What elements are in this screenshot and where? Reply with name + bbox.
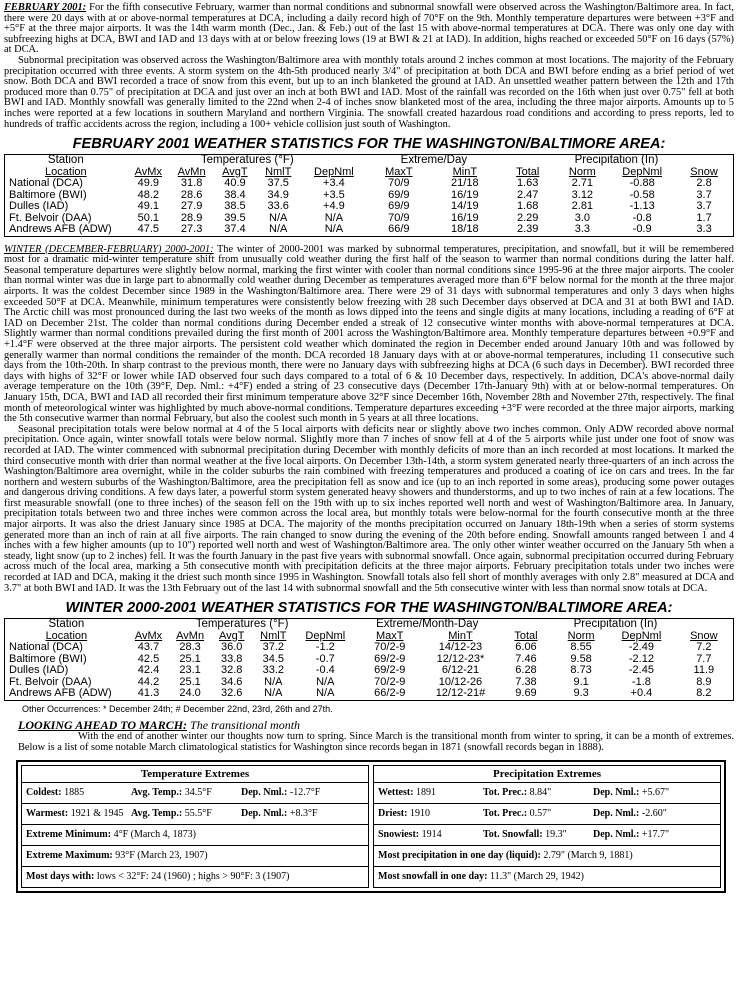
col-header: DepNml [622,165,663,178]
table-cell: N/A [264,675,283,688]
group-station: Station [48,618,85,631]
station-name: Dulles (IAD) [9,664,69,677]
col-header: Total [516,165,540,178]
group-extreme: Extreme/Month-Day [376,618,479,631]
table-cell: 70/2-9 [374,641,406,654]
table-cell: +3.5 [323,188,345,201]
table-cell: 27.9 [180,200,203,213]
col-header: DepNml [305,629,346,642]
table-cell: 33.2 [262,664,284,677]
looking-ahead-lead: LOOKING AHEAD TO MARCH: [18,717,188,732]
table-row [5,642,733,654]
table-cell: 8.9 [696,675,712,688]
table-cell: 3.0 [574,211,590,224]
col-header: DepNml [621,629,662,642]
other-occurrences: Other Occurrences: * December 24th; # December 22nd, 23rd, 26th and 27th. [22,703,333,714]
table-cell: -1.13 [629,200,655,213]
station-name: Andrews AFB (ADW) [9,223,112,236]
col-header: AvMn [176,629,205,642]
table-header-row [5,631,733,643]
table-cell: 39.5 [224,211,246,224]
table-cell: 16/19 [451,211,479,224]
table-cell: 28.3 [179,641,201,654]
col-header: MinT [448,629,473,642]
table-row [5,665,733,677]
station-name: Andrews AFB (ADW) [9,687,112,700]
extreme-row [374,783,720,804]
extreme-item: Driest: 1910 [378,807,430,819]
extreme-item: Avg. Temp.: 55.5°F [131,807,212,819]
table-cell: 6.28 [515,664,537,677]
group-temperatures: Temperatures (°F) [200,154,294,167]
table-cell: 37.2 [262,641,284,654]
extreme-item: Coldest: 1885 [26,786,85,798]
table-cell: 70/9 [388,177,410,190]
table-cell: 38.4 [224,188,246,201]
col-header: Total [514,629,538,642]
table-cell: N/A [324,211,344,224]
table-cell: 1.68 [517,200,539,213]
table-cell: 44.2 [137,675,160,688]
table-cell: 12/12-21# [435,687,486,700]
table-cell: 34.6 [220,675,243,688]
table-cell: 16/19 [451,188,479,201]
group-temperatures: Temperatures (°F) [195,618,289,631]
extreme-item: Extreme Maximum: 93°F (March 23, 1907) [26,849,208,861]
table-cell: 9.1 [573,675,589,688]
extreme-item: Most snowfall in one day: 11.3" (March 29, 1942) [378,870,584,882]
table-cell: 42.4 [137,664,160,677]
table-cell: 1.63 [517,177,539,190]
table-cell: 2.71 [571,177,594,190]
table-row [5,190,733,202]
extreme-row [374,846,720,867]
table-cell: 3.3 [696,223,712,236]
precipitation-extremes-title: Precipitation Extremes [374,766,720,783]
table-cell: N/A [316,687,335,700]
group-precipitation: Precipitation (In) [573,618,658,631]
extreme-item: Tot. Snowfall: 19.3" [483,828,567,840]
table-cell: 32.8 [220,664,243,677]
table-cell: 8.73 [570,664,592,677]
col-header: MaxT [376,629,404,642]
february-lead: FEBRUARY 2001: [4,2,87,13]
station-name: National (DCA) [9,177,83,190]
table-cell: -0.88 [629,177,655,190]
table-cell: +4.9 [323,200,345,213]
col-header: Snow [690,629,718,642]
table-cell: 47.5 [137,223,160,236]
table-cell: 28.9 [180,211,203,224]
col-header: Snow [690,165,718,178]
table-cell: 2.39 [517,223,539,236]
extreme-item: Dep. Nml.: +8.3°F [241,807,318,819]
col-header: DepNml [314,165,354,178]
table-cell: -0.4 [315,664,335,677]
table-cell: 21/18 [451,177,479,190]
extreme-item: Dep. Nml.: -12.7°F [241,786,321,798]
table-cell: 9.58 [570,652,592,665]
table-cell: 42.5 [137,652,160,665]
col-header: Norm [567,629,595,642]
table-cell: 3.7 [696,188,712,201]
group-station: Station [47,154,84,167]
extreme-row [22,825,368,846]
extreme-item: Snowiest: 1914 [378,828,442,840]
table-cell: -0.8 [632,211,652,224]
extreme-row [22,804,368,825]
table-cell: N/A [264,687,283,700]
temperature-extremes-rows [22,783,368,887]
col-header: AvMx [134,629,163,642]
table-cell: 33.8 [220,652,243,665]
table-cell: -2.45 [628,664,654,677]
table-cell: 18/18 [451,223,479,236]
winter-stats-box [4,618,734,701]
table-cell: 2.81 [571,200,594,213]
february-table-heading: FEBRUARY 2001 WEATHER STATISTICS FOR THE WASHINGTON/BALTIMORE AREA: [72,136,666,153]
table-cell: N/A [269,211,288,224]
extreme-row [22,867,368,887]
table-cell: 6/12-21 [441,664,480,677]
group-extreme: Extreme/Day [400,154,468,167]
precipitation-extremes-box [373,765,721,888]
station-name: Baltimore (BWI) [9,652,87,665]
col-header: NmlT [265,165,292,178]
winter-paragraph-1: The winter of 2000-2001 was marked by subnormal temperatures, precipitation, and snowfall, but it will be remembered most for a dramatic mid-winter temperature shift from unusually cold weather during the first half of the season to warmer than normal conditions during the latter half. Seasonal temperature departures were slightly below normal, marking the first winter with cooler than normal conditions since 1995-96 at the three major airports. The cooler than normal winter was due in large part to abnormally cold weather during December as temperatures averaged more than 6°F below normal for the month at the three major airports. It was the coldest December since 1989 in the Washington/Baltimore area. There were 29 of 31 days with subnormal temperatures and only 3 days when highs exceeded 50°F at DCA. Meanwhile, minimum temperatures were consistently below freezing with 28 such December days observed at DCA and 31 at both BWI and IAD. The Arctic chill was most pronounced during the last two weeks of the month as lows dipped into the teens and single digits at many locations, including a reading of 6°F at IAD on December 21st. The colder than normal conditions during December ended a streak of 12 consecutive winter months with above-normal temperatures at DCA. Slightly warmer than normal conditions prevailed during the first month of 2001 across the Washington/Baltimore area. Monthly temperature departures between +0.9°F and +1.4°F were observed at the three major airports. The persistent cold weather which dominated the region in December ended around January 10th and was followed by generally warmer than normal conditions the remainder of the month. DCA recorded 18 January days with at or above-normal temperatures, including 11 consecutive such days from the 10th-20th. In sharp contrast to the previous month, there were no January days with subfreezing highs at DCA (6 such days in December). BWI recorded three days with highs of 32°F or lower while IAD observed four such days compared to a total of 6 & 10 December days, respectively. In addition, DCA's above-normal daily average temperature on the 10th (39°F, Dep. Nml.: +4°F) ended a string of 23 consecutive days (December 17th-January 9th) with at or below-normal temperatures. On January 15th, DCA, BWI and IAD all recorded their first minimum temperature above 32°F since December 16th, November 28th and November 27th, respectively. The final month of meteorological winter was highlighted by much above-normal conditions. Temperature departures exceeding +3°F were recorded at the three major airports, marking the 5th consecutive warmer than normal February, but also the coolest such month in 5 years at all three locations. [4,243,734,425]
table-cell: -0.58 [629,188,655,201]
extreme-item: Tot. Prec.: 0.57" [483,807,552,819]
table-cell: 34.9 [267,188,289,201]
table-cell: N/A [324,223,344,236]
group-precipitation: Precipitation (In) [574,154,659,167]
winter-table-heading: WINTER 2000-2001 WEATHER STATISTICS FOR THE WASHINGTON/BALTIMORE AREA: [65,600,673,617]
temperature-extremes-title: Temperature Extremes [22,766,368,783]
table-cell: 69/2-9 [374,652,406,665]
table-cell: 2.8 [696,177,712,190]
table-cell: -1.2 [315,641,335,654]
winter-summary [4,245,734,595]
extreme-item: Dep. Nml.: -2.60" [593,807,667,819]
station-name: Ft. Belvoir (DAA) [9,675,92,688]
table-cell: 50.1 [137,211,160,224]
table-cell: 9.3 [573,687,589,700]
col-header: Location [45,165,87,178]
table-cell: -2.49 [628,641,654,654]
table-cell: 11.9 [693,664,715,677]
extreme-item: Extreme Minimum: 4°F (March 4, 1873) [26,828,196,840]
extreme-item: Most precipitation in one day (liquid): 2.79" (March 9, 1881) [378,849,633,861]
table-cell: 49.9 [137,177,160,190]
col-header: AvgT [222,165,248,178]
table-cell: 9.69 [515,687,537,700]
table-cell: N/A [269,223,288,236]
table-cell: 7.38 [515,675,537,688]
temperature-extremes-box [21,765,369,888]
table-row [5,213,733,225]
col-header: AvMn [177,165,206,178]
table-cell: 33.6 [267,200,289,213]
extreme-item: Dep. Nml.: +5.67" [593,786,670,798]
table-row [5,654,733,666]
extreme-item: Avg. Temp.: 34.5°F [131,786,212,798]
february-table-body [5,178,733,236]
looking-ahead-subtitle: The transitional month [187,717,301,732]
extreme-item: Most days with: lows < 32°F: 24 (1960) ; highs > 90°F: 3 (1907) [26,870,290,882]
winter-table-body [5,642,733,700]
extreme-item: Warmest: 1921 & 1945 [26,807,124,819]
table-cell: 2.29 [517,211,539,224]
table-cell: 25.1 [179,675,201,688]
table-cell: 69/9 [388,200,410,213]
extreme-item: Wettest: 1891 [378,786,437,798]
table-cell: 6.06 [515,641,537,654]
col-header: MaxT [385,165,413,178]
table-cell: +3.4 [323,177,345,190]
table-cell: 40.9 [224,177,246,190]
table-cell: 2.47 [517,188,539,201]
extreme-item: Tot. Prec.: 8.84" [483,786,552,798]
table-cell: 37.4 [224,223,246,236]
station-name: Dulles (IAD) [9,200,69,213]
extreme-row [374,825,720,846]
table-cell: 66/2-9 [374,687,406,700]
table-cell: 70/2-9 [374,675,406,688]
extreme-row [374,804,720,825]
table-cell: 8.2 [696,687,712,700]
col-header: NmlT [260,629,287,642]
table-cell: 66/9 [388,223,410,236]
extremes-container [16,760,726,893]
table-row [5,178,733,190]
february-stats-table [5,155,733,236]
extreme-row [374,867,720,887]
col-header: AvMx [134,165,162,178]
table-row [5,224,733,236]
winter-paragraph-2: Seasonal precipitation totals were below normal at 4 of the 5 local airports with deficits near or slightly above two inches common. Only ADW recorded above normal precipitation. Once again, winter snowfall totals were below normal. Slightly more than 7 inches of snow fell at 4 of the 5 airports while just under one foot of snow was recorded at IAD. The winter commenced with subnormal precipitation during December with monthly deficits of more than an inch recorded at most locations. It marked the third consecutive month with drier than normal weather at the five local airports. On December 13th-14th, a storm system generated nearly three-quarters of an inch across the Washington/Baltimore area overnight, while in the colder suburbs the rain combined with freezing temperatures and produced a coating of ice on cars and trees. In the far northern and western suburbs of the Washington/Baltimore, area the precipitation fell as snow and ice (up to an inch reported in some areas), producing some power outages and dangerous driving conditions. A few days later, a powerful storm system generated heavy showers and thunderstorms, and up to two inches of rain at a few locations. The first measurable snowfall (one to three inches) of the season fell on the 19th with up to six inches reported well north and west of Washington/Baltimore area. In January, precipitation totals between two and three inches were common across the local area, but monthly totals were below-normal for the fourth consecutive month at the three major airports. It was also the driest January since 1985 at DCA. The majority of the months precipitation occurred on January 18th-19th when a series of storm systems generated more than an inch of rain at all five airports. The rain changed to snow during the evening of the 20th before ending. Snowfall amounts ranged between 1 and 4 inches with a few higher amounts (up to 10") reported well north and west of Washington/Baltimore area. The only other winter weather occurred on the January 5th when a steady, light snow (up to 2 inches) fell. It was the fourth January in the past five years with subnormal snowfall. Once again, subnormal precipitation occurred during February across much of the local area, marking a 5th consecutive month with precipitation deficits at the three major airports. February precipitation totals under two inches were recorded at IAD and DCA, making it the driest such month since 1995 in Washington. Snowfall totals also fell short of monthly averages with only 2.8" measured at DCA and 3.7" at both BWI and IAD. It was the 13th February out of the last 14 with subnormal snowfall and the 5th consecutive winter with less than normal snow totals at DCA. [4,423,734,594]
table-cell: 49.1 [137,200,160,213]
table-cell: -0.7 [315,652,335,665]
table-cell: 14/19 [451,200,479,213]
table-cell: 70/9 [388,211,410,224]
table-cell: N/A [316,675,335,688]
february-summary [4,3,734,130]
table-cell: -2.12 [628,652,654,665]
table-cell: 14/12-23 [438,641,483,654]
table-cell: 23.1 [179,664,201,677]
station-name: Ft. Belvoir (DAA) [9,211,92,224]
table-cell: 41.3 [137,687,160,700]
table-cell: 32.6 [220,687,243,700]
table-cell: 48.2 [137,188,160,201]
table-cell: 1.7 [696,211,712,224]
february-paragraph-1: For the fifth consecutive February, warmer than normal conditions and subnormal snowfall were observed across the Washington/Baltimore area. In fact, there were 20 days with at or above-normal temperatures at DCA, including a daily record high of 70°F on the 9th. Monthly temperature departures were between +3°F and +5°F at the three major airports. It was the 14th warm month (Dec., Jan. & Feb.) out of the last 15 with above-normal temperatures at DCA. There was only one day with subfreezing highs at DCA, BWI and IAD and 13 days with at or below freezing lows (19 at BWI & 21 at IAD). In addition, highs reached or exceeded 50°F on 16 days (57%) at DCA. [4,2,734,56]
table-cell: 3.7 [696,200,712,213]
col-header: Location [45,629,88,642]
table-cell: 43.7 [137,641,160,654]
table-cell: 7.46 [515,652,537,665]
table-cell: 31.8 [180,177,203,190]
extreme-row [22,783,368,804]
table-row [5,688,733,700]
station-name: National (DCA) [9,641,83,654]
table-cell: +0.4 [630,687,653,700]
february-paragraph-2: Subnormal precipitation was observed across the Washington/Baltimore area with monthly totals around 2 inches common at most locations. The majority of the February precipitation occurred with three events. A storm system on the 4th-5th produced nearly 3/4" of precipitation at both DCA and BWI before ending as a brief period of wet snow. Both DCA and BWI recorded a trace of snow from this event, but up to an inch blanketed the ground at IAD. An unsettled weather pattern between the 12th and 17th produced more than 0.75" of precipitation at DCA and just over an inch at both BWI and IAD. Most of the rainfall was recorded on the 16th when just over 0.75" fell at both BWI and IAD. Monthly snowfall was generally limited to the 22nd when 2-4 of inches snow blanketed most of the area, including the three major airports. Amounts up to 5 inches were reported at a few locations in southern Maryland and northern Virginia. The snowfall created hazardous road conditions and according to press reports, led to hundreds of traffic accidents across the region, including a 100+ vehicle collision just south of Washington. [4,54,734,130]
table-cell: 3.3 [574,223,590,236]
table-cell: 38.5 [224,200,246,213]
precipitation-extremes-rows [374,783,720,887]
table-cell: -1.8 [631,675,651,688]
table-row [5,201,733,213]
winter-stats-table [5,619,733,700]
col-header: Norm [568,165,596,178]
table-cell: 7.2 [696,641,712,654]
table-cell: 25.1 [179,652,201,665]
table-cell: 34.5 [262,652,284,665]
table-cell: 69/2-9 [374,664,406,677]
extreme-item: Dep. Nml.: +17.7" [593,828,670,840]
table-cell: 36.0 [220,641,243,654]
col-header: MinT [452,165,478,178]
looking-ahead-text: With the end of another winter our thoughts now turn to spring. Since March is the transitional month from winter to spring, it can be a month of extremes. Below is a list of some notable March climatological statistics for Washington since records began in 1871 (snowfall records began in 1888). [18,731,734,753]
table-cell: 3.12 [571,188,594,201]
table-cell: 12/12-23* [436,652,485,665]
table-header-row [5,167,733,179]
station-name: Baltimore (BWI) [9,188,87,201]
table-cell: 69/9 [388,188,410,201]
col-header: AvgT [218,629,245,642]
winter-lead: WINTER (DECEMBER-FEBRUARY) 2000-2001: [4,243,214,255]
extreme-row [22,846,368,867]
table-cell: 28.6 [180,188,203,201]
table-cell: 10/12-26 [438,675,483,688]
table-row [5,677,733,689]
table-cell: 8.55 [570,641,592,654]
table-cell: 7.7 [696,652,712,665]
table-cell: -0.9 [632,223,652,236]
february-stats-box [4,154,734,237]
table-cell: 24.0 [179,687,201,700]
table-cell: 27.3 [180,223,203,236]
table-cell: 37.5 [267,177,289,190]
